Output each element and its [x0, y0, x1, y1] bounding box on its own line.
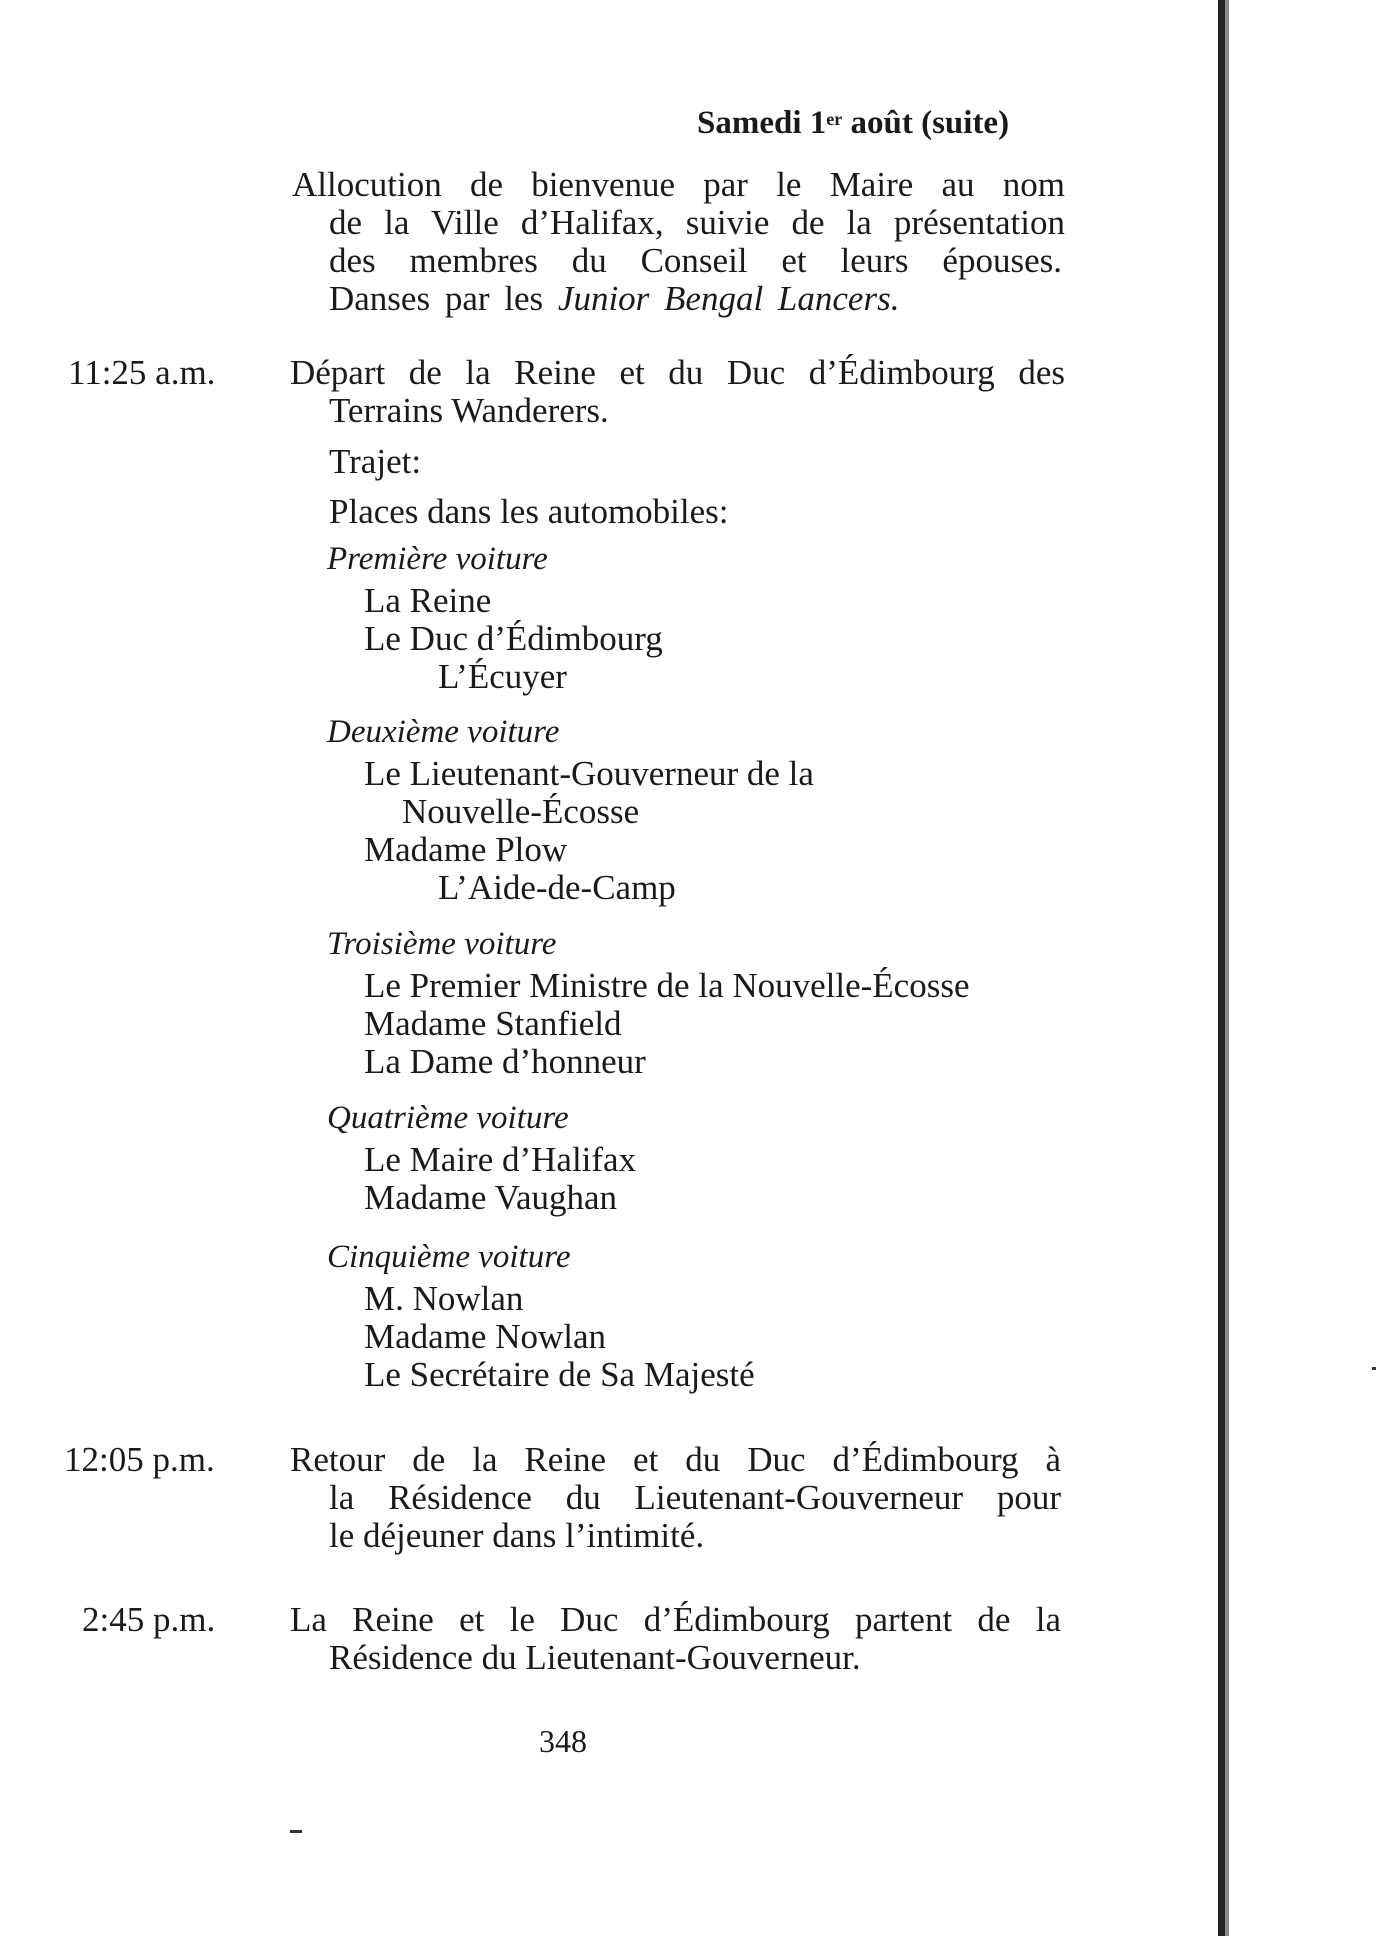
- intro-line-4: [329, 280, 899, 318]
- car-1-title: Première voiture: [327, 541, 548, 577]
- car-5-passenger-1: M. Nowlan: [364, 1279, 524, 1318]
- cars-label: Places dans les automobiles:: [329, 492, 729, 531]
- car-4-title: Quatrième voiture: [327, 1100, 569, 1136]
- scan-speck: [1372, 1367, 1376, 1370]
- header-title-prefix: Samedi 1: [697, 105, 827, 141]
- entry-time-1205: 12:05 p.m.: [64, 1440, 215, 1479]
- car-2-title: Deuxième voiture: [327, 714, 560, 750]
- entry-245-line-1: La Reine et le Duc d’Édimbourg partent de la: [290, 1600, 1061, 1639]
- binding-edge: [1218, 0, 1225, 1936]
- entry-1205-line-1: Retour de la Reine et du Duc d’Édimbourg à: [290, 1440, 1061, 1479]
- header-title-suffix: août (suite): [842, 105, 1010, 141]
- entry-1125-line-1: Départ de la Reine et du Duc d’Édimbourg des: [290, 353, 1065, 392]
- car-3-title: Troisième voiture: [327, 926, 557, 962]
- intro-line-1: Allocution de bienvenue par le Maire au nom: [292, 165, 1065, 204]
- car-1-passenger-2: Le Duc d’Édimbourg: [364, 619, 663, 658]
- entry-time-1125: 11:25 a.m.: [68, 353, 216, 392]
- car-2-passenger-1: Le Lieutenant-Gouverneur de la: [364, 754, 814, 793]
- car-4-passenger-2: Madame Vaughan: [364, 1178, 618, 1217]
- car-1-passenger-3: L’Écuyer: [438, 657, 567, 696]
- page-number: 348: [539, 1723, 587, 1759]
- entry-1205-line-2: la Résidence du Lieutenant-Gouverneur pour: [329, 1478, 1061, 1517]
- car-1-passenger-1: La Reine: [364, 581, 492, 620]
- intro-line-4-text: Danses par les: [329, 279, 558, 318]
- entry-1205-line-3: le déjeuner dans l’intimité.: [329, 1516, 705, 1555]
- car-3-passenger-2: Madame Stanfield: [364, 1004, 622, 1043]
- entry-245-line-2: Résidence du Lieutenant-Gouverneur.: [329, 1638, 861, 1677]
- intro-italic-end: Junior Bengal Lancers.: [557, 279, 900, 318]
- intro-line-2: de la Ville d’Halifax, suivie de la présentation: [329, 203, 1065, 242]
- car-2-passenger-3: Madame Plow: [364, 830, 568, 869]
- scan-speck: [290, 1830, 302, 1833]
- car-2-passenger-4: L’Aide-de-Camp: [438, 868, 676, 907]
- car-5-passenger-2: Madame Nowlan: [364, 1317, 607, 1356]
- page-header: [697, 104, 1009, 142]
- binding-edge-shadow: [1225, 0, 1229, 1936]
- car-3-passenger-3: La Dame d’honneur: [364, 1042, 646, 1081]
- entry-time-245: 2:45 p.m.: [82, 1600, 216, 1639]
- route-label: Trajet:: [329, 442, 422, 481]
- entry-1125-line-2: Terrains Wanderers.: [329, 391, 609, 430]
- car-5-passenger-3: Le Secrétaire de Sa Majesté: [364, 1355, 755, 1394]
- intro-line-3: des membres du Conseil et leurs épouses.: [329, 241, 1062, 280]
- car-2-passenger-2: Nouvelle-Écosse: [402, 792, 640, 831]
- header-title-sup: er: [826, 109, 843, 129]
- car-3-passenger-1: Le Premier Ministre de la Nouvelle-Écosse: [364, 966, 970, 1005]
- car-5-title: Cinquième voiture: [327, 1239, 571, 1275]
- car-4-passenger-1: Le Maire d’Halifax: [364, 1140, 637, 1179]
